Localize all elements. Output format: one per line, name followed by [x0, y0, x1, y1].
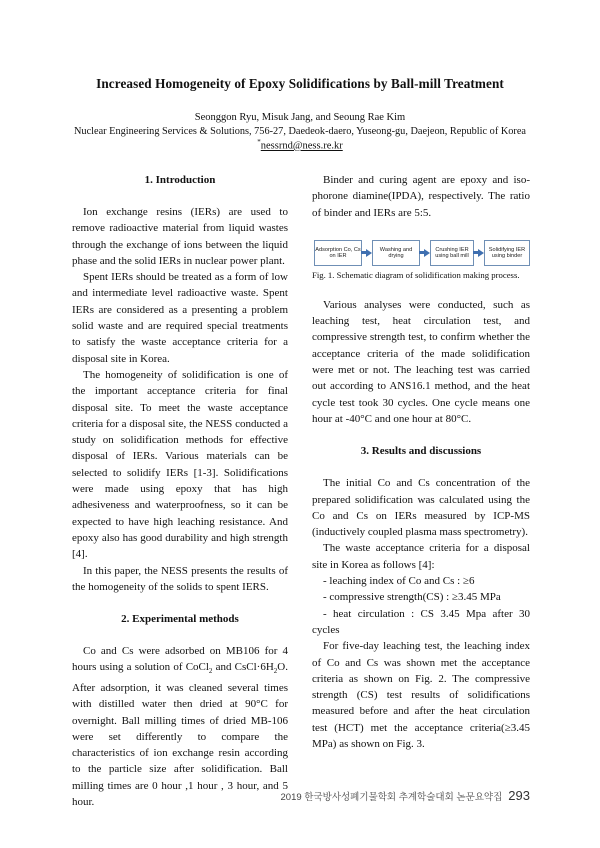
page-footer: [281, 788, 530, 803]
methods-paragraph-2: Binder and curing agent are epoxy and iso-phorone diamine(IPDA), respectively. The ratio of binder and IERs are 5:5.: [312, 174, 530, 219]
intro-paragraph-1: Ion exchange resins (IERs) are used to remove radioactive material from liquid wastes through the exchange of ions between the liquid phase and the solid IERs in nuclear power plant.: [72, 206, 288, 267]
criteria-item: - heat circulation : CS 3.45 Mpa after 30 cycles: [312, 607, 530, 636]
figure-caption: Fig. 1. Schematic diagram of solidification making process.: [312, 269, 520, 280]
methods-paragraph-1: Co and Cs were adsorbed on MB106 for 4 hours using a solution of CoCl$_2$ and $CsCl\cdot 6H_2O$. After adsorption, it was cleaned several times with distilled water then dried at 90°C for overnight. Ball milling times of dried MB-106 were set differently to compare the characteristics of ion exchange resin according to the particle size after solidification. Ball milling times are 0 hour ,1 hour , 3 hour, and 5 hour.: [72, 645, 288, 808]
affiliation: Nuclear Engineering Services & Solutions, 756-27, Daedeok-daero, Yuseong-gu, Daejeon, Republic of Korea: [74, 126, 526, 137]
left-column: [72, 172, 288, 810]
contact-email: [40, 138, 560, 152]
step-crushing: Crushing IER using ball mill: [430, 240, 474, 266]
page-number: 293: [508, 788, 530, 803]
methods-paragraph-3: Various analyses were conducted, such as leaching test, heat circulation test, and compressive strength test, to confirm whether the acceptance criteria of the made solidification were met or not. The leaching test was carried out according to ANS16.1 method, and the heat cycle test took 30 cycles. One cycle means one hour at -40°C and one hour at 80°C.: [312, 298, 530, 425]
process-diagram: [312, 240, 530, 266]
section-heading-methods: 2. Experimental methods: [121, 613, 239, 626]
proceedings-title: 2019 한국방사성폐기물학회 추계학술대회 논문요약집: [280, 792, 503, 803]
intro-paragraph-3: The homogeneity of solidification is one of the important acceptance criteria for final disposal site. To meet the waste acceptance criteria for a disposal site, the NESS conducted a study on solidification methods for effective disposal of IERs. Various materials can be selected to solidify IERs [1-3]. Solidifications were made using epoxy that has high adhesiveness and waterproofness, so it can be expected to have high leaching resistance. And epoxy also has good durability and high strength [4].: [72, 368, 288, 561]
criteria-item: - leaching index of Co and Cs : ≥6: [323, 575, 475, 588]
section-heading-introduction: 1. Introduction: [144, 174, 216, 186]
results-paragraph-2: The waste acceptance criteria for a disposal site in Korea as follows [4]:: [312, 542, 530, 571]
intro-paragraph-4: In this paper, the NESS presents the results of the homogeneity of the solids to spent IERS.: [72, 564, 288, 593]
intro-paragraph-2: Spent IERs should be treated as a form of low and intermediate level radioactive waste. Spent IERs are considered as a presenting a problem solid waste and are required special treatments to satisfy the waste acceptance criteria for a disposal site in Korea.: [72, 271, 288, 365]
author-list: Seonggon Ryu, Misuk Jang, and Seoung Rae Kim: [194, 112, 406, 123]
step-solidifying: Solidifying IER using binder: [484, 240, 530, 266]
paper-title: Increased Homogeneity of Epoxy Solidifications by Ball-mill Treatment: [96, 76, 504, 91]
step-washing: Washing and drying: [372, 240, 420, 266]
step-adsorption: Adsorption Co, Cs on IER: [314, 240, 362, 266]
results-paragraph-1: The initial Co and Cs concentration of the prepared solidification was calculated using the Co and Cs on IERs measured by ICP-MS (inductively coupled plasma mass spectrometry).: [312, 477, 530, 539]
section-heading-results: 3. Results and discussions: [360, 445, 482, 458]
criteria-item: - compressive strength(CS) : ≥3.45 MPa: [323, 591, 501, 604]
email-address[interactable]: nessrnd@ness.re.kr: [260, 140, 343, 152]
email-marker: *: [257, 138, 261, 146]
results-paragraph-3: For five-day leaching test, the leaching index of Co and Cs was shown met the acceptance criteria as shown on Fig. 2. The compressive strength (CS) test results of solidifications measured before and after the heat circulation test (HCT) met the acceptance criteria(≥3.45 MPa) as shown on Fig. 3.: [312, 640, 530, 751]
right-column: [312, 172, 530, 752]
